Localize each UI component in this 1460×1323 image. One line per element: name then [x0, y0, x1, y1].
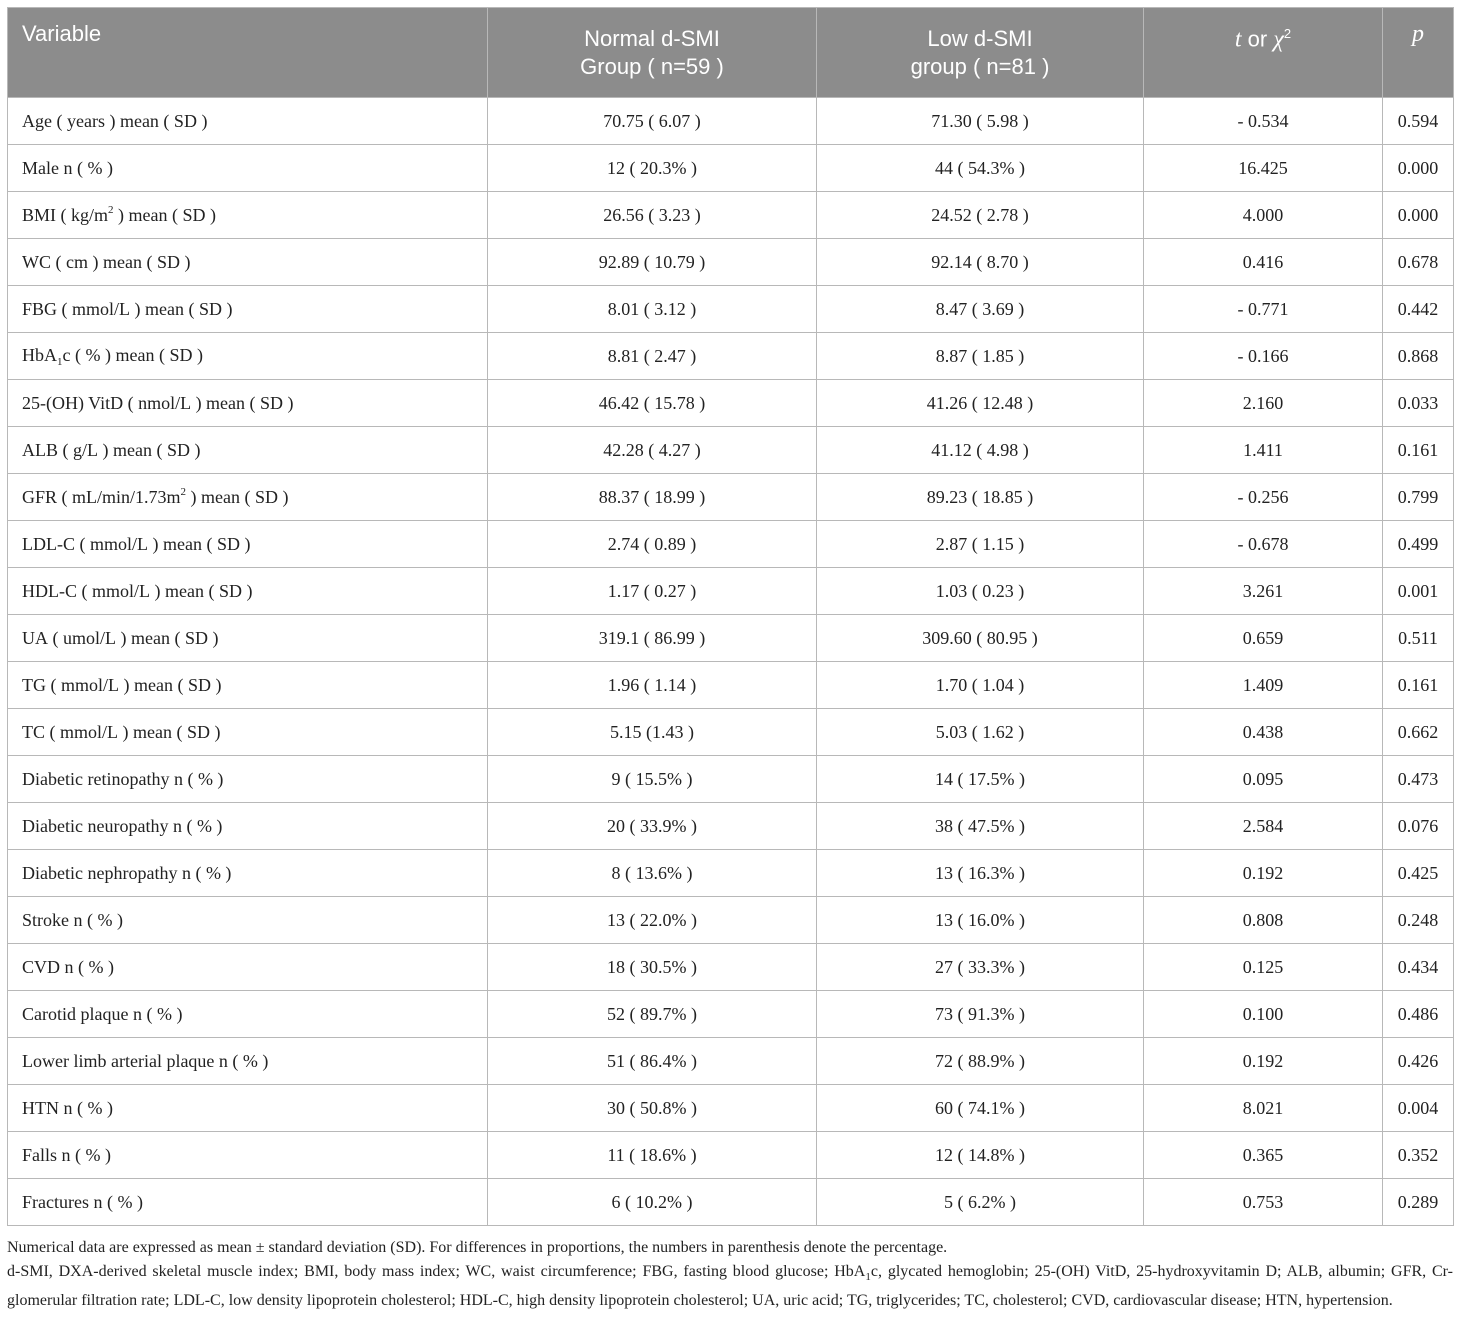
footnote-data-expression: Numerical data are expressed as mean ± standard deviation (SD). For differences in proportions, the numbers in parenthesis denote the percentage. [7, 1239, 948, 1256]
cell-statistic: 0.100 [1144, 991, 1383, 1038]
cell-low-group: 13 ( 16.0% ) [817, 897, 1144, 944]
cell-low-group: 309.60 ( 80.95 ) [817, 615, 1144, 662]
header-statistic [1144, 8, 1383, 98]
table-row [8, 145, 1454, 192]
cell-statistic: 0.438 [1144, 709, 1383, 756]
cell-variable: LDL-C ( mmol/L ) mean ( SD ) [8, 521, 488, 568]
cell-statistic: 8.021 [1144, 1085, 1383, 1132]
cell-low-group: 1.03 ( 0.23 ) [817, 568, 1144, 615]
cell-normal-group: 26.56 ( 3.23 ) [488, 192, 817, 239]
table-row [8, 1179, 1454, 1226]
table-row [8, 1038, 1454, 1085]
cell-variable: Male n ( % ) [8, 145, 488, 192]
cell-p-value: 0.001 [1383, 568, 1454, 615]
table-row [8, 991, 1454, 1038]
cell-normal-group: 2.74 ( 0.89 ) [488, 521, 817, 568]
cell-statistic: - 0.534 [1144, 98, 1383, 145]
cell-statistic: 0.416 [1144, 239, 1383, 286]
header-low-line1: Low d-SMI [927, 25, 1033, 51]
cell-variable-text: ) mean ( SD ) [113, 205, 216, 225]
cell-p-value: 0.868 [1383, 333, 1454, 380]
cell-variable: WC ( cm ) mean ( SD ) [8, 239, 488, 286]
cell-normal-group: 92.89 ( 10.79 ) [488, 239, 817, 286]
table-row [8, 474, 1454, 521]
cell-normal-group: 52 ( 89.7% ) [488, 991, 817, 1038]
cell-low-group: 8.87 ( 1.85 ) [817, 333, 1144, 380]
cell-variable: Age ( years ) mean ( SD ) [8, 98, 488, 145]
cell-statistic: 1.411 [1144, 427, 1383, 474]
cell-p-value: 0.442 [1383, 286, 1454, 333]
table-row [8, 615, 1454, 662]
cell-low-group: 41.12 ( 4.98 ) [817, 427, 1144, 474]
cell-normal-group: 70.75 ( 6.07 ) [488, 98, 817, 145]
cell-normal-group: 8.81 ( 2.47 ) [488, 333, 817, 380]
cell-p-value: 0.486 [1383, 991, 1454, 1038]
cell-low-group: 5.03 ( 1.62 ) [817, 709, 1144, 756]
table-row [8, 803, 1454, 850]
cell-normal-group: 5.15 (1.43 ) [488, 709, 817, 756]
cell-low-group: 5 ( 6.2% ) [817, 1179, 1144, 1226]
cell-low-group: 92.14 ( 8.70 ) [817, 239, 1144, 286]
cell-variable: Carotid plaque n ( % ) [8, 991, 488, 1038]
cell-normal-group: 20 ( 33.9% ) [488, 803, 817, 850]
cell-low-group: 38 ( 47.5% ) [817, 803, 1144, 850]
cell-statistic: 0.192 [1144, 850, 1383, 897]
table-row [8, 897, 1454, 944]
cell-statistic: 2.584 [1144, 803, 1383, 850]
header-stat-sup: 2 [1283, 26, 1292, 41]
cell-variable: HDL-C ( mmol/L ) mean ( SD ) [8, 568, 488, 615]
cell-normal-group: 11 ( 18.6% ) [488, 1132, 817, 1179]
cell-variable-text: HbA [22, 344, 57, 365]
header-stat-chi: χ [1273, 26, 1284, 53]
table-row [8, 850, 1454, 897]
cell-statistic: 3.261 [1144, 568, 1383, 615]
table-body [8, 98, 1454, 1226]
cell-variable-superscript: 2 [108, 204, 114, 216]
cell-normal-group: 51 ( 86.4% ) [488, 1038, 817, 1085]
table-row [8, 756, 1454, 803]
cell-statistic: 16.425 [1144, 145, 1383, 192]
cell-normal-group: 30 ( 50.8% ) [488, 1085, 817, 1132]
cell-statistic: - 0.771 [1144, 286, 1383, 333]
cell-low-group: 60 ( 74.1% ) [817, 1085, 1144, 1132]
cell-statistic: 0.125 [1144, 944, 1383, 991]
cell-p-value: 0.289 [1383, 1179, 1454, 1226]
cell-normal-group: 46.42 ( 15.78 ) [488, 380, 817, 427]
cell-p-value: 0.033 [1383, 380, 1454, 427]
header-stat-or: or [1241, 26, 1274, 52]
cell-low-group: 27 ( 33.3% ) [817, 944, 1144, 991]
cell-low-group: 24.52 ( 2.78 ) [817, 192, 1144, 239]
cell-p-value: 0.434 [1383, 944, 1454, 991]
cell-p-value: 0.161 [1383, 427, 1454, 474]
cell-statistic: 2.160 [1144, 380, 1383, 427]
cell-low-group: 41.26 ( 12.48 ) [817, 380, 1144, 427]
header-p-label: p [1412, 21, 1424, 47]
cell-p-value: 0.161 [1383, 662, 1454, 709]
cell-variable: Diabetic nephropathy n ( % ) [8, 850, 488, 897]
cell-variable-text: ) mean ( SD ) [186, 487, 289, 507]
table-row [8, 662, 1454, 709]
cell-low-group: 71.30 ( 5.98 ) [817, 98, 1144, 145]
cell-normal-group: 42.28 ( 4.27 ) [488, 427, 817, 474]
cell-p-value: 0.499 [1383, 521, 1454, 568]
cell-p-value: 0.799 [1383, 474, 1454, 521]
cell-p-value: 0.000 [1383, 145, 1454, 192]
cell-statistic: 0.753 [1144, 1179, 1383, 1226]
cell-normal-group: 88.37 ( 18.99 ) [488, 474, 817, 521]
cell-low-group: 73 ( 91.3% ) [817, 991, 1144, 1038]
cell-low-group: 44 ( 54.3% ) [817, 145, 1144, 192]
cell-normal-group: 319.1 ( 86.99 ) [488, 615, 817, 662]
cell-variable: CVD n ( % ) [8, 944, 488, 991]
cell-low-group: 2.87 ( 1.15 ) [817, 521, 1144, 568]
cell-p-value: 0.473 [1383, 756, 1454, 803]
cell-p-value: 0.248 [1383, 897, 1454, 944]
cell-normal-group: 8 ( 13.6% ) [488, 850, 817, 897]
cell-p-value: 0.425 [1383, 850, 1454, 897]
cell-normal-group: 9 ( 15.5% ) [488, 756, 817, 803]
cell-p-value: 0.511 [1383, 615, 1454, 662]
cell-low-group: 12 ( 14.8% ) [817, 1132, 1144, 1179]
table-row [8, 568, 1454, 615]
cell-variable-text: c ( % ) mean ( SD ) [62, 344, 203, 365]
table-container [7, 7, 1453, 1313]
cell-p-value: 0.352 [1383, 1132, 1454, 1179]
cell-variable-text: GFR ( mL/min/1.73m [22, 487, 181, 507]
cell-p-value: 0.678 [1383, 239, 1454, 286]
cell-variable: Stroke n ( % ) [8, 897, 488, 944]
cell-low-group: 14 ( 17.5% ) [817, 756, 1144, 803]
header-normal-group [488, 8, 817, 98]
table-row [8, 192, 1454, 239]
cell-variable-superscript: 2 [180, 486, 187, 498]
header-stat-t: t [1234, 26, 1242, 53]
table-row [8, 1132, 1454, 1179]
header-row [8, 8, 1454, 98]
table-row [8, 427, 1454, 474]
cell-low-group: 8.47 ( 3.69 ) [817, 286, 1144, 333]
cell-variable [8, 333, 488, 380]
cell-variable: ALB ( g/L ) mean ( SD ) [8, 427, 488, 474]
cell-variable: HTN n ( % ) [8, 1085, 488, 1132]
cell-low-group: 13 ( 16.3% ) [817, 850, 1144, 897]
cell-p-value: 0.004 [1383, 1085, 1454, 1132]
header-normal-line1: Normal d-SMI [584, 25, 720, 51]
cell-p-value: 0.000 [1383, 192, 1454, 239]
footnote-abbr-part2: c, glycated hemoglobin; 25-(OH) VitD, 25-hydroxyvitamin D; ALB, albumin; GFR, Cr-glomerular filtration rate; LDL-C, low density lipoprotein cholesterol; HDL-C, high density lipoprotein cholesterol; UA, uric acid; TG, triglycerides; TC, cholesterol; CVD, cardiovascular disease; HTN, hypertension. [7, 1263, 1453, 1310]
table-row [8, 286, 1454, 333]
cell-statistic: 0.192 [1144, 1038, 1383, 1085]
table-row [8, 380, 1454, 427]
table-footnotes [7, 1236, 1453, 1313]
table-row [8, 239, 1454, 286]
cell-variable-text: BMI ( kg/m [22, 205, 109, 225]
cell-variable [8, 192, 488, 239]
footnote-abbr-part1: d-SMI, DXA-derived skeletal muscle index; BMI, body mass index; WC, waist circumference; FBG, fasting blood glucose; HbA [7, 1263, 866, 1280]
header-low-line2: group ( n=81 ) [910, 53, 1050, 79]
cell-normal-group: 6 ( 10.2% ) [488, 1179, 817, 1226]
table-row [8, 521, 1454, 568]
cell-p-value: 0.076 [1383, 803, 1454, 850]
cell-p-value: 0.426 [1383, 1038, 1454, 1085]
cell-normal-group: 13 ( 22.0% ) [488, 897, 817, 944]
cell-variable: TC ( mmol/L ) mean ( SD ) [8, 709, 488, 756]
cell-variable [8, 474, 488, 521]
table-row [8, 333, 1454, 380]
cell-statistic: 0.365 [1144, 1132, 1383, 1179]
header-low-group [817, 8, 1144, 98]
table-header [8, 8, 1454, 98]
cell-normal-group: 18 ( 30.5% ) [488, 944, 817, 991]
cell-statistic: 4.000 [1144, 192, 1383, 239]
cell-normal-group: 1.17 ( 0.27 ) [488, 568, 817, 615]
cell-statistic: 1.409 [1144, 662, 1383, 709]
footnote-abbr-sub: 1 [865, 1271, 871, 1284]
cell-statistic: 0.808 [1144, 897, 1383, 944]
cell-normal-group: 8.01 ( 3.12 ) [488, 286, 817, 333]
table-row [8, 98, 1454, 145]
cell-variable: Fractures n ( % ) [8, 1179, 488, 1226]
cell-variable: Falls n ( % ) [8, 1132, 488, 1179]
cell-variable: TG ( mmol/L ) mean ( SD ) [8, 662, 488, 709]
cell-low-group: 89.23 ( 18.85 ) [817, 474, 1144, 521]
header-variable: Variable [8, 8, 488, 98]
table-row [8, 709, 1454, 756]
cell-variable: FBG ( mmol/L ) mean ( SD ) [8, 286, 488, 333]
cell-variable: Diabetic neuropathy n ( % ) [8, 803, 488, 850]
table-row [8, 1085, 1454, 1132]
footnote-abbreviations [7, 1260, 1453, 1313]
data-table [7, 7, 1454, 1226]
cell-low-group: 1.70 ( 1.04 ) [817, 662, 1144, 709]
header-normal-line2: Group ( n=59 ) [580, 53, 724, 79]
cell-variable: Lower limb arterial plaque n ( % ) [8, 1038, 488, 1085]
cell-variable: Diabetic retinopathy n ( % ) [8, 756, 488, 803]
cell-variable-subscript: 1 [57, 355, 63, 368]
cell-statistic: - 0.256 [1144, 474, 1383, 521]
cell-statistic: - 0.678 [1144, 521, 1383, 568]
header-p [1383, 8, 1454, 98]
cell-statistic: - 0.166 [1144, 333, 1383, 380]
cell-statistic: 0.095 [1144, 756, 1383, 803]
table-row [8, 944, 1454, 991]
cell-normal-group: 12 ( 20.3% ) [488, 145, 817, 192]
cell-low-group: 72 ( 88.9% ) [817, 1038, 1144, 1085]
cell-normal-group: 1.96 ( 1.14 ) [488, 662, 817, 709]
cell-variable: UA ( umol/L ) mean ( SD ) [8, 615, 488, 662]
cell-statistic: 0.659 [1144, 615, 1383, 662]
cell-p-value: 0.662 [1383, 709, 1454, 756]
cell-p-value: 0.594 [1383, 98, 1454, 145]
cell-variable: 25-(OH) VitD ( nmol/L ) mean ( SD ) [8, 380, 488, 427]
